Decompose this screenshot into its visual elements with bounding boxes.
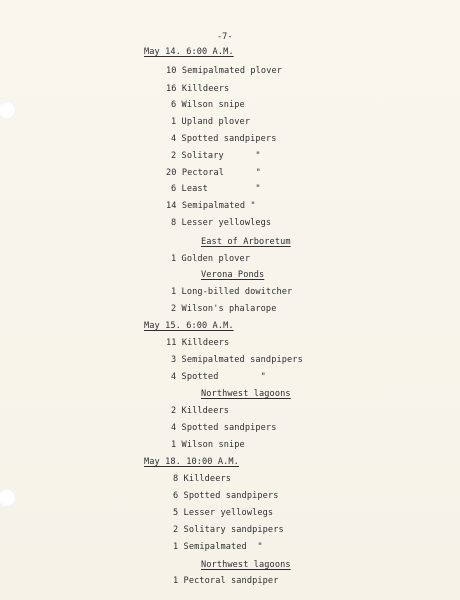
observation-line: 6 Wilson snipe — [171, 100, 245, 110]
section-heading: May 14. 6:00 A.M. — [144, 47, 234, 57]
observation-line: 1 Upland plover — [171, 117, 251, 127]
observation-line: 6 Least " — [171, 184, 261, 194]
observation-line: 11 Killdeers — [166, 338, 230, 348]
section-heading: May 15. 6:00 A.M. — [144, 321, 234, 331]
section-heading: May 18. 10:00 A.M. — [144, 457, 239, 467]
page-number: -7- — [217, 32, 233, 42]
observation-line: 1 Golden plover — [171, 254, 251, 264]
section-heading: East of Arboretum — [201, 237, 291, 247]
section-heading: Northwest lagoons — [201, 560, 291, 570]
observation-line: 14 Semipalmated " — [166, 201, 256, 211]
observation-line: 4 Spotted sandpipers — [171, 134, 277, 144]
observation-line: 3 Semipalmated sandpipers — [171, 355, 303, 365]
observation-line: 2 Solitary sandpipers — [173, 525, 284, 535]
punch-hole-top — [0, 101, 16, 119]
section-heading: Northwest lagoons — [201, 389, 291, 399]
observation-line: 1 Wilson snipe — [171, 440, 245, 450]
observation-line: 4 Spotted " — [171, 372, 266, 382]
observation-line: 8 Killdeers — [173, 474, 232, 484]
observation-line: 10 Semipalmated plover — [166, 66, 283, 76]
observation-line: 2 Killdeers — [171, 406, 230, 416]
observation-line: 20 Pectoral " — [166, 168, 261, 178]
observation-line: 4 Spotted sandpipers — [171, 423, 277, 433]
observation-line: 1 Long-billed dowitcher — [171, 287, 293, 297]
observation-line: 1 Semipalmated " — [173, 542, 263, 552]
observation-line: 8 Lesser yellowlegs — [171, 218, 272, 228]
observation-line: 6 Spotted sandpipers — [173, 491, 279, 501]
observation-line: 1 Pectoral sandpiper — [173, 576, 279, 586]
observation-line: 16 Killdeers — [166, 84, 230, 94]
observation-line: 2 Wilson's phalarope — [171, 304, 277, 314]
observation-line: 2 Solitary " — [171, 151, 261, 161]
observation-line: 5 Lesser yellowlegs — [173, 508, 274, 518]
punch-hole-bottom — [0, 489, 16, 507]
section-heading: Verona Ponds — [201, 270, 265, 280]
